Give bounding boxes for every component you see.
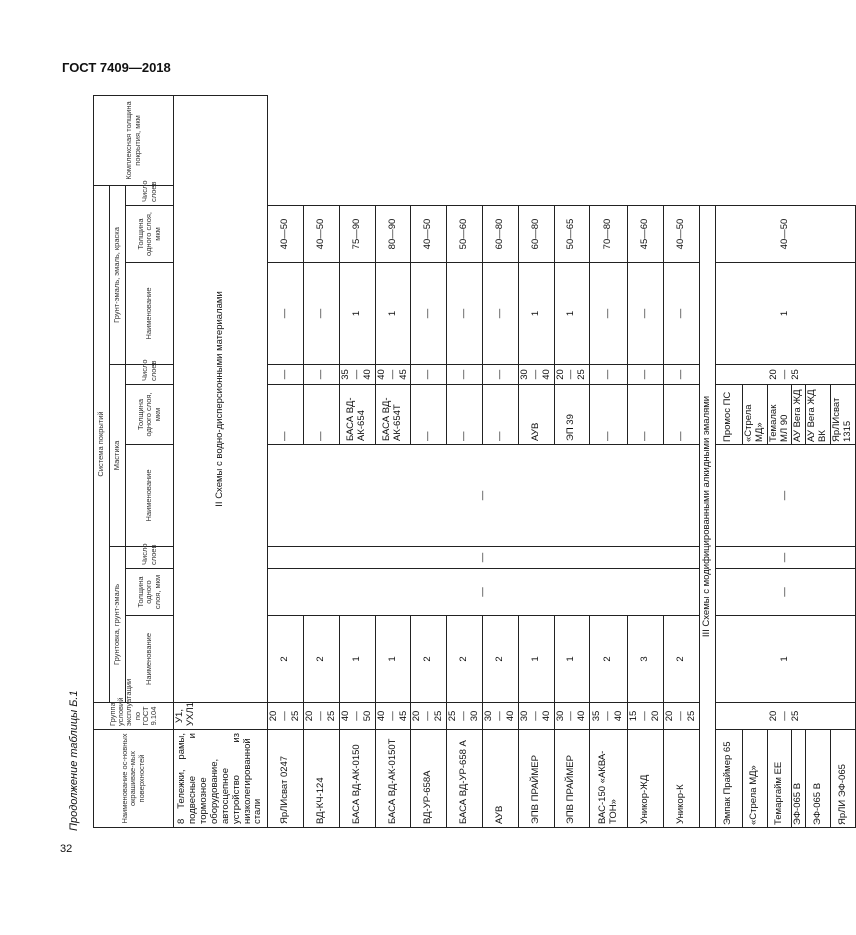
enamel-name: ЭП 39 — [554, 385, 590, 445]
s3-mastic-layers: — — [715, 445, 855, 547]
primer-thickness: 20—25 — [268, 703, 304, 730]
primer-thickness: 20—25 — [304, 703, 340, 730]
total-thickness: 60—80 — [518, 206, 554, 263]
enamel-name: БАСА ВД-АК-654 — [339, 385, 375, 445]
primer-thickness: 30—40 — [554, 703, 590, 730]
primer-layers: 2 — [590, 616, 628, 703]
enamel-layers: — — [590, 263, 628, 365]
table-row — [268, 95, 304, 827]
total-thickness: 40—50 — [304, 206, 340, 263]
col-header-mastic-thickness: Толщина одного слоя, мкм — [126, 385, 174, 445]
col-header-system: Система покрытий — [94, 185, 110, 702]
s3-enamel-3: АУ Вега ЖД — [792, 385, 806, 445]
enamel-thickness: — — [447, 365, 483, 385]
section-2-heading: II Схемы с водно-дисперсионными материалами — [174, 95, 268, 702]
s3-primer-5: ЯрЛИ ЭФ-065 — [831, 730, 856, 828]
s3-primer-3: ЭФ-065 В — [792, 730, 806, 828]
primer-layers: 2 — [304, 616, 340, 703]
total-thickness: 70—80 — [590, 206, 628, 263]
primer-name: Уникор-ЖД — [628, 730, 664, 828]
enamel-thickness: — — [482, 365, 518, 385]
s3-primer-4: ЭФ-065 В — [806, 730, 831, 828]
col-header-mastic: Мастика — [110, 365, 126, 547]
primer-name: ВАС-150 «АКВА-ТОН» — [590, 730, 628, 828]
total-thickness: 75—90 — [339, 206, 375, 263]
primer-layers: 2 — [411, 616, 447, 703]
s3-primer-2: Темаprайм ЕЕ — [767, 730, 792, 828]
enamel-thickness: 20—25 — [554, 365, 590, 385]
enamel-name: БАСА ВД-АК-654Т — [375, 385, 411, 445]
total-thickness: 45—60 — [628, 206, 664, 263]
primer-thickness: 30—40 — [482, 703, 518, 730]
primer-thickness: 20—25 — [664, 703, 700, 730]
s3-total: 40—50 — [715, 206, 855, 263]
table-caption: Продолжение таблицы Б.1 — [68, 690, 80, 831]
primer-thickness: 40—45 — [375, 703, 411, 730]
section-3-heading: III Схемы с модифицированными алкидными эмалями — [699, 206, 715, 828]
total-thickness: 50—65 — [554, 206, 590, 263]
enamel-layers: — — [482, 263, 518, 365]
enamel-thickness: 30—40 — [518, 365, 554, 385]
s3-enamel-0: Промос ПС — [715, 385, 742, 445]
enamel-thickness: 40—45 — [375, 365, 411, 385]
enamel-layers: 1 — [375, 263, 411, 365]
primer-layers: 1 — [339, 616, 375, 703]
s3-primer-layers: 1 — [715, 616, 855, 703]
s3-enamel-5: ЯрЛИсват 1315 — [831, 385, 856, 445]
col-header-primer-name: Наименование — [126, 616, 174, 703]
primer-layers: 1 — [554, 616, 590, 703]
primer-layers: 2 — [482, 616, 518, 703]
primer-layers: 2 — [268, 616, 304, 703]
enamel-name: — — [482, 385, 518, 445]
enamel-thickness: — — [304, 365, 340, 385]
enamel-name: АУВ — [518, 385, 554, 445]
primer-thickness: 40—50 — [339, 703, 375, 730]
primer-layers: 2 — [664, 616, 700, 703]
document-title: ГОСТ 7409—2018 — [62, 60, 171, 75]
col-header-primer: Грунтовка, грунт-эмаль — [110, 547, 126, 703]
total-thickness: 40—50 — [411, 206, 447, 263]
s3-primer-0: Эмпак Праймер 65 — [715, 730, 742, 828]
s3-enamel-2: Темалак МЛ 90 — [767, 385, 792, 445]
primer-layers: 2 — [447, 616, 483, 703]
primer-name: БАСА ВД-АК-0150 — [339, 730, 375, 828]
enamel-thickness: — — [664, 365, 700, 385]
primer-name: ЭПВ ПРАЙМЕР — [554, 730, 590, 828]
enamel-name: — — [304, 385, 340, 445]
enamel-layers: 1 — [339, 263, 375, 365]
rotated-table-container — [93, 96, 854, 828]
enamel-thickness: — — [411, 365, 447, 385]
primer-name: ЯрЛИсват 0247 — [268, 730, 304, 828]
mastic-name: — — [268, 569, 699, 616]
col-header-enamel-thickness: Толщина одного слоя, мкм — [126, 206, 174, 263]
primer-layers: 3 — [628, 616, 664, 703]
primer-name: АУВ — [482, 730, 518, 828]
enamel-layers: — — [447, 263, 483, 365]
enamel-layers: — — [628, 263, 664, 365]
s3-primer-thickness: 20—25 — [715, 703, 855, 730]
enamel-name: — — [664, 385, 700, 445]
primer-name: ЭПВ ПРАЙМЕР — [518, 730, 554, 828]
s3-primer-1: «Стрела МД» — [742, 730, 767, 828]
total-thickness: 40—50 — [664, 206, 700, 263]
primer-name: БАСА ВД-УР-658 А — [447, 730, 483, 828]
primer-name: БАСА ВД-АК-0150Т — [375, 730, 411, 828]
primer-name: Уникор-К — [664, 730, 700, 828]
enamel-layers: — — [664, 263, 700, 365]
s3-enamel-4: АУ Вега ЖД ВК — [806, 385, 831, 445]
enamel-layers: 1 — [518, 263, 554, 365]
enamel-name: — — [590, 385, 628, 445]
coating-systems-table — [93, 95, 856, 828]
enamel-thickness: — — [628, 365, 664, 385]
s3-enamel-1: «Стрела МД» — [742, 385, 767, 445]
enamel-thickness: — — [590, 365, 628, 385]
primer-thickness: 15—20 — [628, 703, 664, 730]
col-header-group: Группа условий эксплуатации по ГОСТ 9.104 — [94, 703, 174, 730]
enamel-thickness: 35—40 — [339, 365, 375, 385]
s3-enamel-thickness: 20—25 — [715, 365, 855, 385]
col-header-enamel-name: Наименование — [126, 263, 174, 365]
primer-thickness: 30—40 — [518, 703, 554, 730]
col-header-total: Комплексная толщина покрытия, мкм — [94, 95, 174, 185]
enamel-name: — — [628, 385, 664, 445]
enamel-layers: — — [411, 263, 447, 365]
mastic-layers: — — [268, 445, 699, 547]
primer-name: ВД-КЧ-124 — [304, 730, 340, 828]
enamel-layers: 1 — [554, 263, 590, 365]
primer-name: ВД-УР-658А — [411, 730, 447, 828]
s3-mastic-thickness: — — [715, 547, 855, 569]
col-header-mastic-layers: Число слоев — [126, 365, 174, 385]
total-thickness: 50—60 — [447, 206, 483, 263]
primer-thickness: 25—30 — [447, 703, 483, 730]
s3-enamel-layers: 1 — [715, 263, 855, 365]
total-thickness: 80—90 — [375, 206, 411, 263]
enamel-layers: — — [304, 263, 340, 365]
col-header-enamel: Грунт-эмаль, эмаль, краска — [110, 185, 126, 364]
s3-mastic-name: — — [715, 569, 855, 616]
primer-layers: 1 — [375, 616, 411, 703]
enamel-name: — — [447, 385, 483, 445]
col-header-surface: Наименование ос-новных окрашивае-мых поверхностей — [94, 730, 174, 828]
enamel-name: — — [268, 385, 304, 445]
mastic-thickness: — — [268, 547, 699, 569]
col-header-mastic-name: Наименование — [126, 445, 174, 547]
primer-thickness: 20—25 — [411, 703, 447, 730]
row8-surface: 8 Тележки, рамы, подвесные и тормозное оборудование, автосцепное устройство из низколегированной стали — [174, 730, 268, 828]
page-number: 32 — [60, 843, 73, 855]
total-thickness: 40—50 — [268, 206, 304, 263]
primer-layers: 1 — [518, 616, 554, 703]
primer-thickness: 35—40 — [590, 703, 628, 730]
col-header-primer-layers: Число слоев — [126, 547, 174, 569]
col-header-primer-thickness: Толщина одного слоя, мкм — [126, 569, 174, 616]
total-thickness: 60—80 — [482, 206, 518, 263]
enamel-layers: — — [268, 263, 304, 365]
enamel-name: — — [411, 385, 447, 445]
col-header-enamel-layers: Число слоев — [126, 185, 174, 205]
enamel-thickness: — — [268, 365, 304, 385]
row8-group: У1, УХЛ1 — [174, 703, 268, 730]
